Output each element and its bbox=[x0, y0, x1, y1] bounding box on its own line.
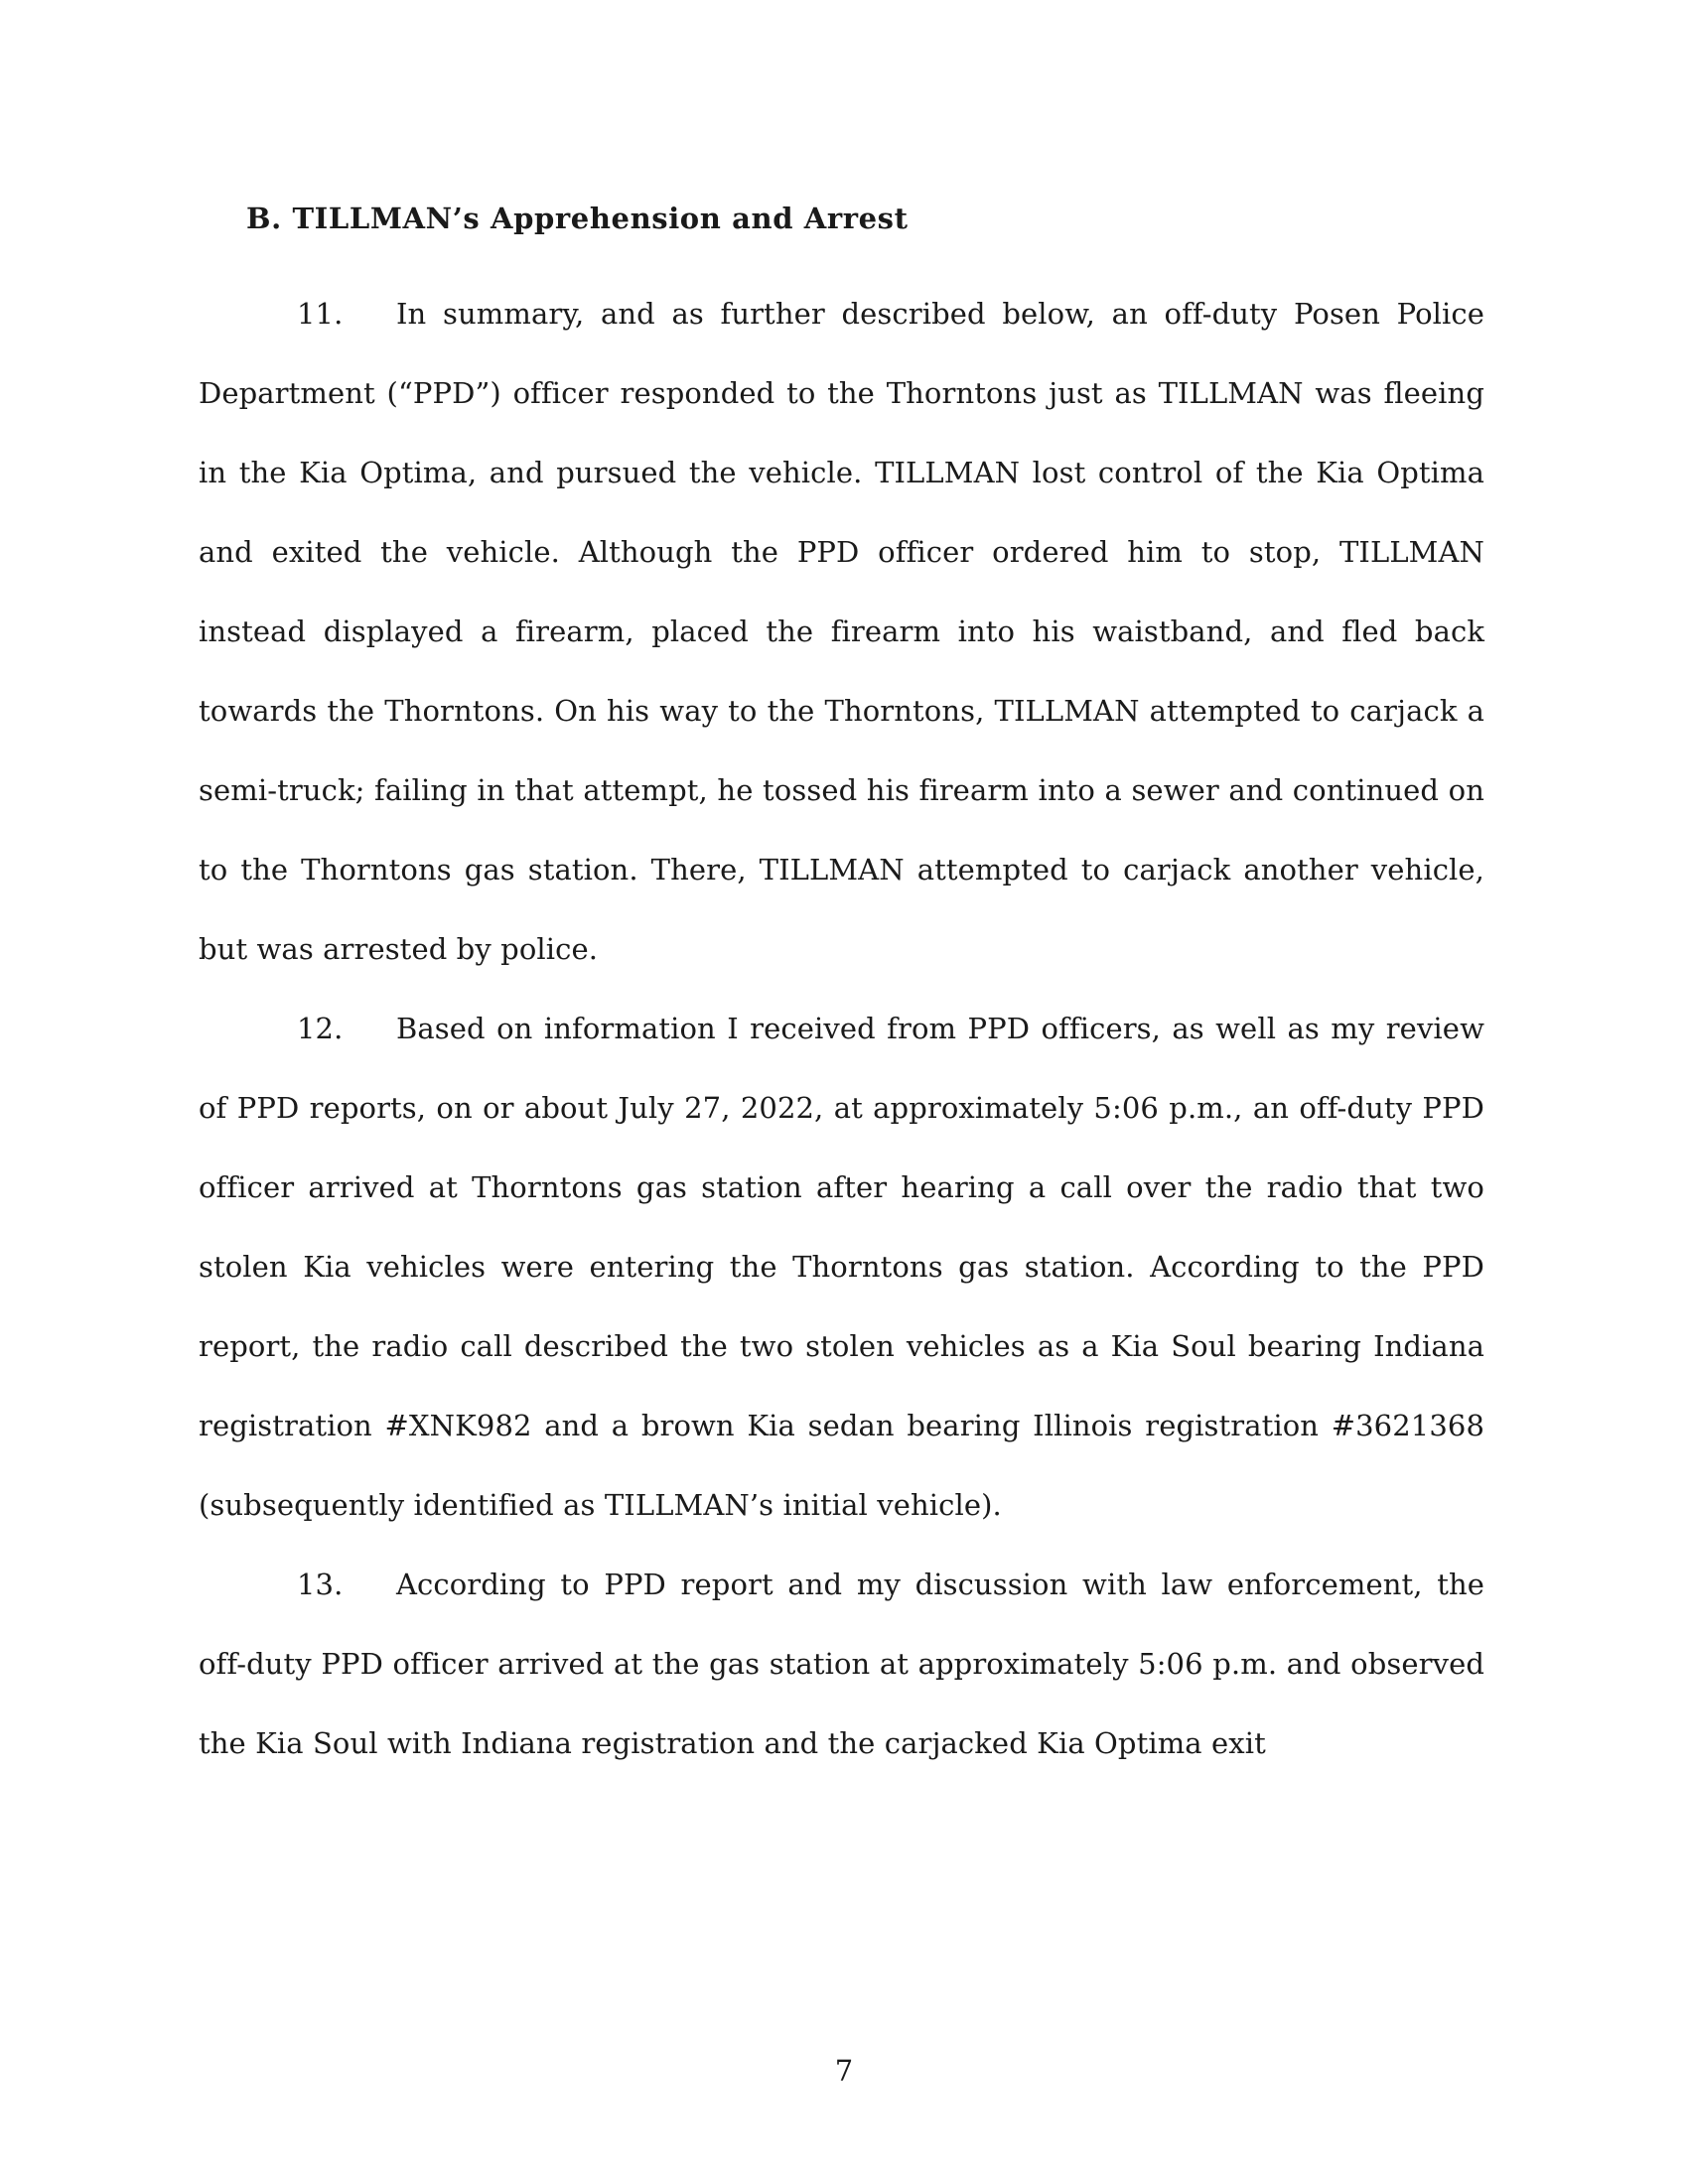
page-number: 7 bbox=[834, 2054, 854, 2088]
paragraph-text: According to PPD report and my discussion with law enforcement, the off-duty PPD officer arrived at the gas station at approximately 5:06 p.m. and observed the Kia Soul with Indiana registration and the carjacked Kia Optima exit bbox=[199, 1568, 1484, 1760]
paragraph-12 bbox=[199, 989, 1484, 1545]
section-heading: B. TILLMAN’s Apprehension and Arrest bbox=[246, 202, 909, 235]
paragraph-number: 11. bbox=[297, 297, 344, 331]
paragraph-11 bbox=[199, 274, 1484, 989]
paragraph-text: Based on information I received from PPD officers, as well as my review of PPD reports, on or about July 27, 2022, at approximately 5:06 p.m., an off-duty PPD officer arrived at Thorntons gas station after hearing a call over the radio that two stolen Kia vehicles were entering the Thorntons gas station. According to the PPD report, the radio call described the two stolen vehicles as a Kia Soul bearing Indiana registration #XNK982 and a brown Kia sedan bearing Illinois registration #3621368 (subsequently identified as TILLMAN’s initial vehicle). bbox=[199, 1012, 1484, 1522]
paragraph-number: 12. bbox=[297, 1012, 344, 1045]
paragraph-13 bbox=[199, 1545, 1484, 1783]
paragraph-number: 13. bbox=[297, 1568, 344, 1601]
paragraph-text: In summary, and as further described below, an off-duty Posen Police Department (“PPD”) officer responded to the Thorntons just as TILLMAN was fleeing in the Kia Optima, and pursued the vehicle. TILLMAN lost control of the Kia Optima and exited the vehicle. Although the PPD officer ordered him to stop, TILLMAN instead displayed a firearm, placed the firearm into his waistband, and fled back towards the Thorntons. On his way to the Thorntons, TILLMAN attempted to carjack a semi-truck; failing in that attempt, he tossed his firearm into a sewer and continued on to the Thorntons gas station. There, TILLMAN attempted to carjack another vehicle, but was arrested by police. bbox=[199, 297, 1484, 966]
